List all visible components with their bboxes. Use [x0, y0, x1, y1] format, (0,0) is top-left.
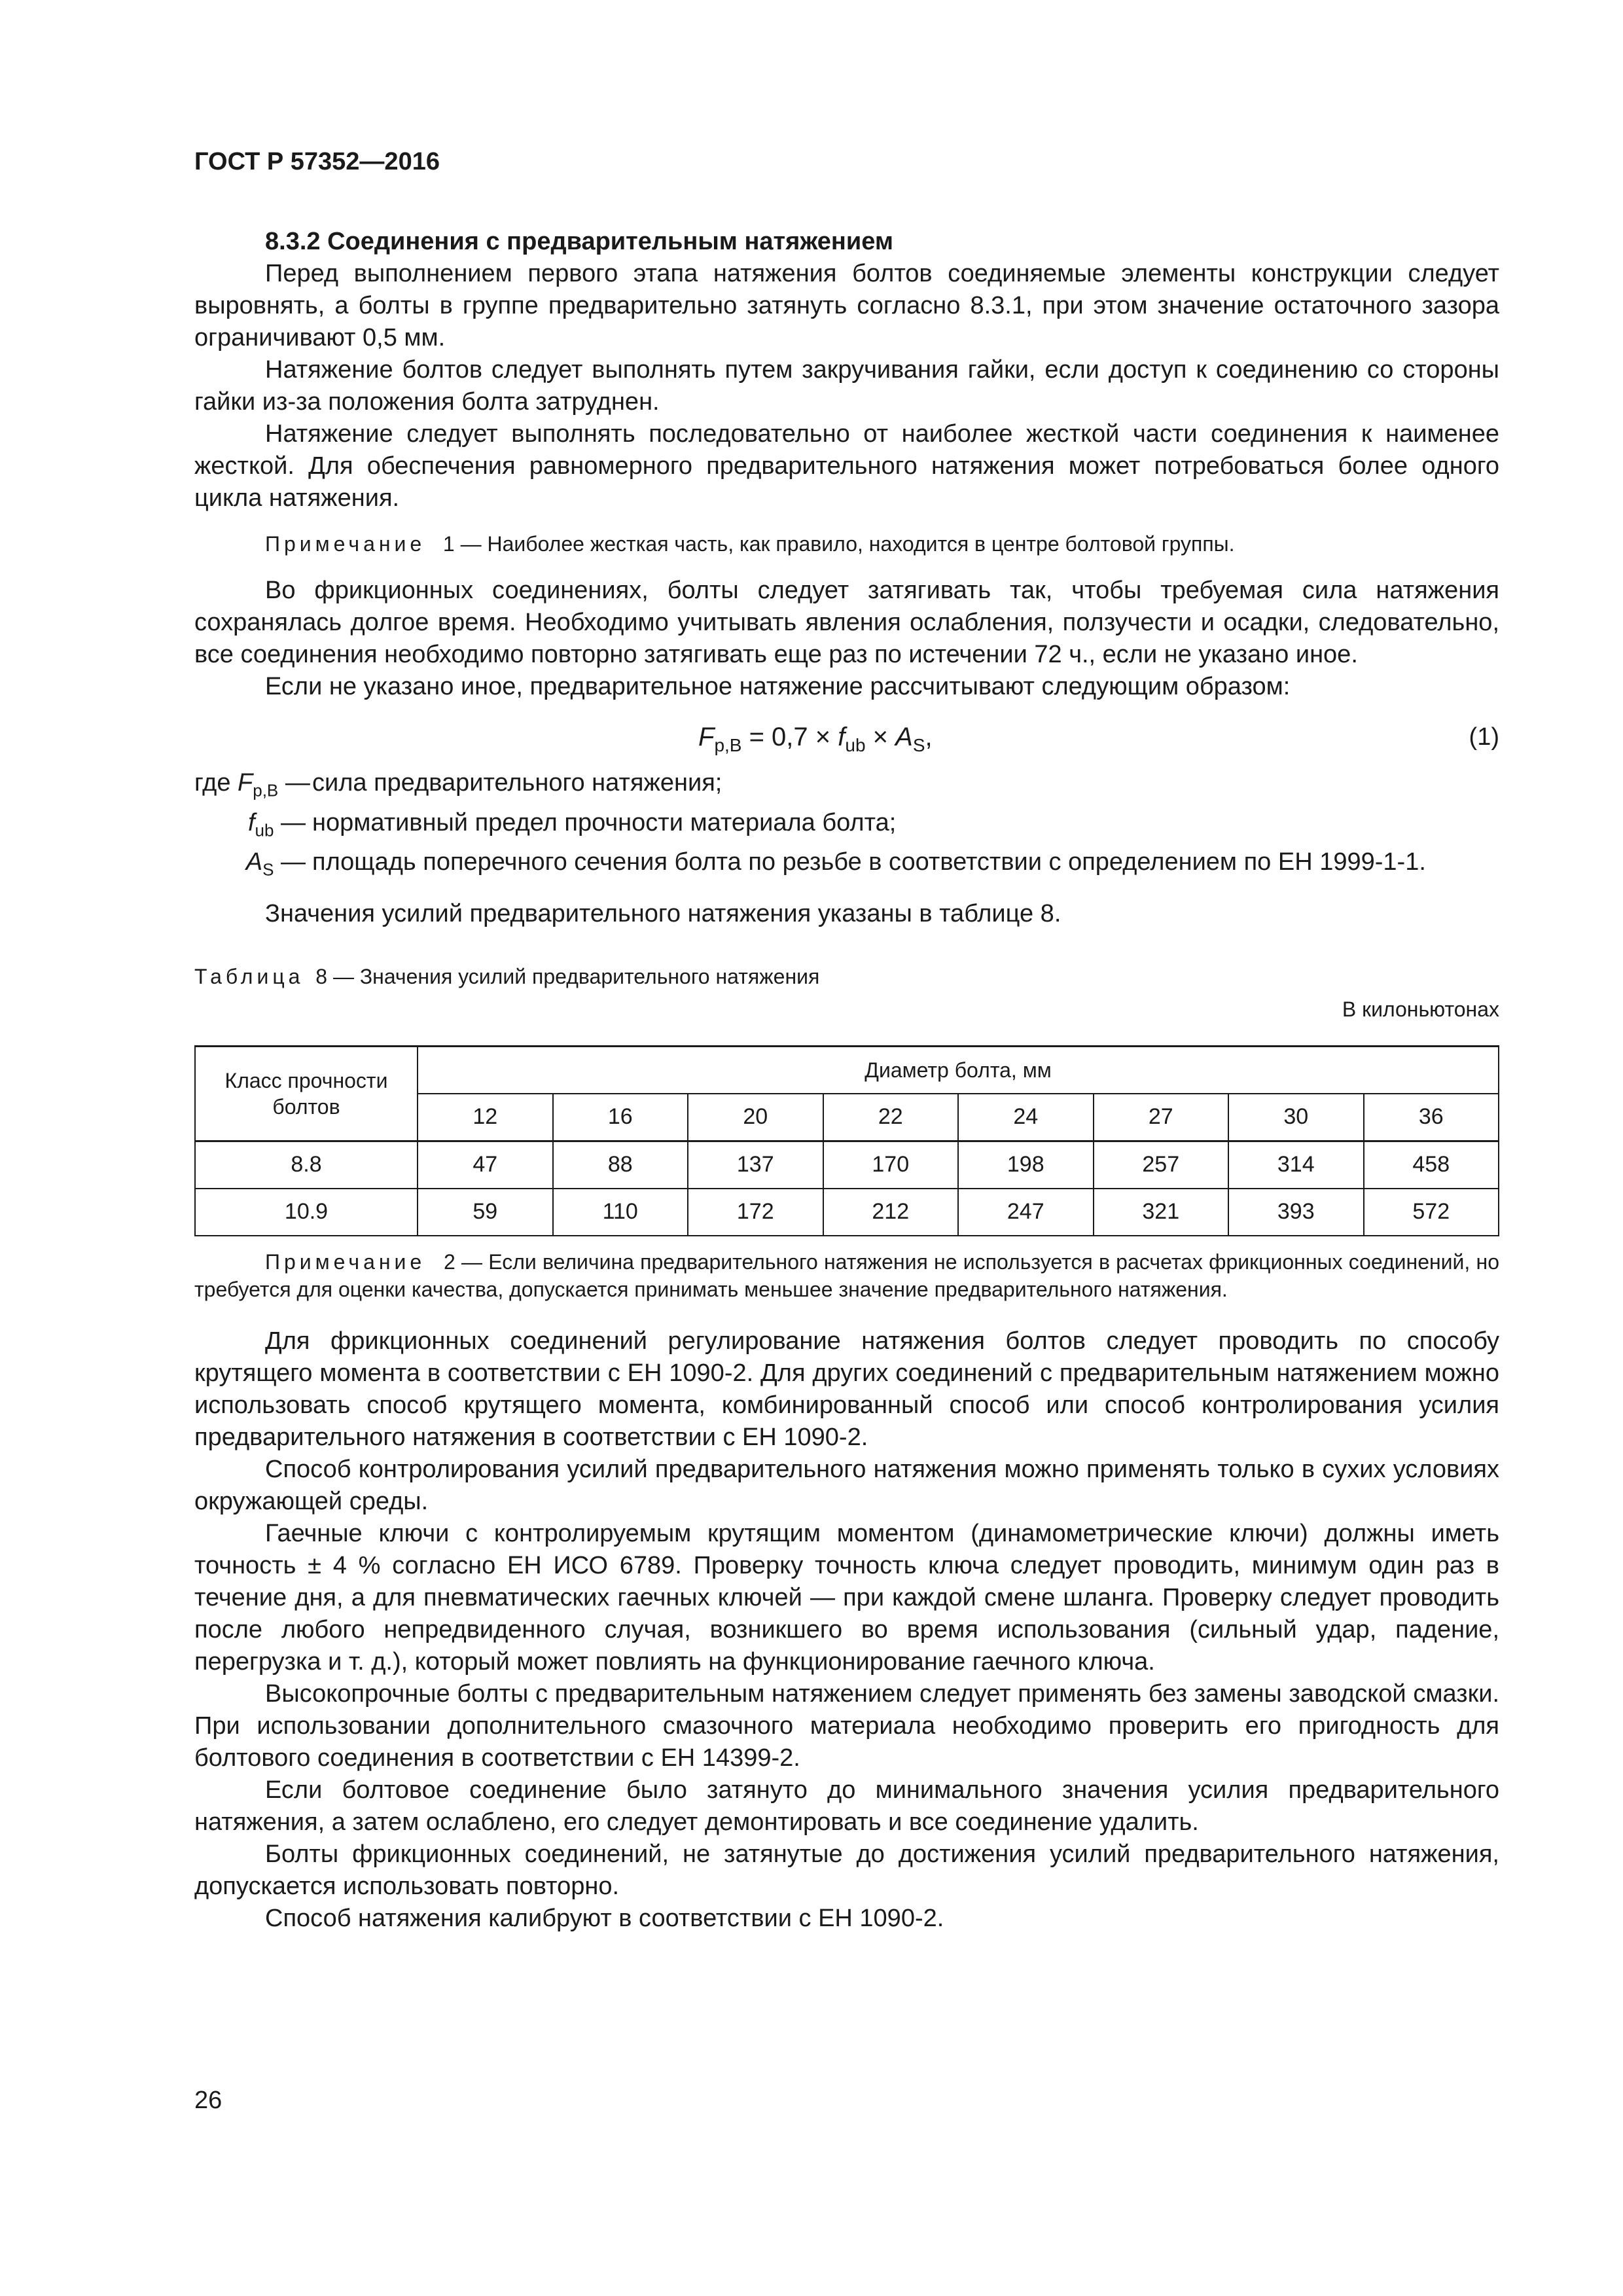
definition-text: сила предварительного натяжения; [312, 769, 722, 797]
table-header-cell: 22 [823, 1094, 959, 1141]
table-title-text: 8 — Значения усилий предварительного натяжения [315, 964, 820, 988]
paragraph: Если болтовое соединение было затянуто до минимального значения усилия предварительного натяжения, а затем ослаблено, его следует демонтировать и все соединение удалить. [194, 1776, 1499, 1836]
table-cell: 10.9 [195, 1189, 418, 1236]
equation-number: (1) [1469, 723, 1499, 751]
table-cell: 137 [688, 1141, 823, 1189]
paragraph: Перед выполнением первого этапа натяжения болтов соединяемые элементы конструкции следует выровнять, а болты в группе предварительно затянуть согласно 8.3.1, при этом значение остаточного зазора ограничивают 0,5 мм. [194, 260, 1499, 351]
note-2 [194, 1248, 1499, 1303]
note-text: 2 — Если величина предварительного натяжения не используется в расчетах фрикционных соединений, но требуется для оценки качества, допускается принимать меньшее значение предварительного натяжения. [194, 1249, 1500, 1301]
note-text: 1 — Наиболее жесткая часть, как правило, находится в центре болтовой группы. [442, 532, 1235, 556]
table-units: В килоньютонах [1342, 997, 1499, 1021]
paragraph: Во фрикционных соединениях, болты следует затягивать так, чтобы требуемая сила натяжения сохранялась долгое время. Необходимо учитывать явления ослабления, ползучести и осадки, следовательно, все соединения необходимо повторно затягивать еще раз по истечении 72 ч., если не указано иное. [194, 577, 1499, 668]
definition-symbol: где $F_{p,B}$ — [194, 769, 310, 800]
note-label: Примечание [265, 1249, 426, 1274]
table-header-cell: 36 [1364, 1094, 1499, 1141]
table-header-cell: 24 [958, 1094, 1094, 1141]
formula-row [194, 712, 1499, 763]
paragraph: Для фрикционных соединений регулирование натяжения болтов следует проводить по способу крутящего момента в соответствии с ЕН 1090-2. Для других соединений с предварительным натяжением можно использовать способ крутящего момента, комбинированный способ или способ контролирования усилия предварительного натяжения в соответствии с ЕН 1090-2. [194, 1327, 1499, 1451]
section-title: 8.3.2 Соединения с предварительным натяжением [265, 228, 893, 255]
definition-symbol: $f_{ub}$ — [247, 808, 306, 840]
page-number: 26 [194, 2087, 223, 2114]
paragraph: Способ натяжения калибруют в соответствии с ЕН 1090-2. [265, 1904, 944, 1932]
table-cell: 198 [958, 1141, 1094, 1189]
paragraph: Гаечные ключи с контролируемым крутящим моментом (динамометрические ключи) должны иметь точность ± 4 % согласно ЕН ИСО 6789. Проверку точность ключа следует проводить, минимум один раз в течение дня, а для пневматических гаечных ключей — при каждой смене шланга. Проверку следует проводить после любого непредвиденного случая, возникшего во время использования (сильный удар, падение, перегрузка и т. д.), который может повлиять на функционирование гаечного ключа. [194, 1519, 1499, 1676]
document-header: ГОСТ Р 57352—2016 [194, 148, 440, 175]
definition-text: площадь поперечного сечения болта по резьбе в соответствии с определением по ЕН 1999-1-1. [312, 848, 1426, 876]
paragraph: Натяжение болтов следует выполнять путем закручивания гайки, если доступ к соединению со стороны гайки из-за положения болта затруднен. [194, 356, 1499, 416]
table-header-cell: 27 [1094, 1094, 1229, 1141]
table-row [195, 1189, 1499, 1236]
table-cell: 59 [418, 1189, 553, 1236]
definitions-list [194, 767, 1499, 886]
paragraph: Если не указано иное, предварительное натяжение рассчитывают следующим образом: [265, 673, 1291, 700]
table-header-cell: 12 [418, 1094, 553, 1141]
definition-text: нормативный предел прочности материала болта; [312, 808, 897, 836]
table-header-diameter: Диаметр болта, мм [418, 1046, 1499, 1094]
table-cell: 247 [958, 1189, 1094, 1236]
table-cell: 8.8 [195, 1141, 418, 1189]
table-header-cell: 20 [688, 1094, 823, 1141]
bolt-preload-table [194, 1045, 1499, 1236]
note-label: Примечание [265, 532, 426, 556]
table-cell: 47 [418, 1141, 553, 1189]
table-cell: 393 [1228, 1189, 1364, 1236]
formula: $F_{p,B} = 0,7 \times f_{ub} \times A_S$, [698, 723, 933, 755]
definition-symbol: $A_S$ — [245, 848, 306, 880]
table-cell: 458 [1364, 1141, 1499, 1189]
table-cell: 170 [823, 1141, 959, 1189]
table-cell: 314 [1228, 1141, 1364, 1189]
table-label: Таблица [194, 964, 304, 988]
page-content [194, 226, 1499, 1935]
paragraph: Болты фрикционных соединений, не затянутые до достижения усилий предварительного натяжения, допускается использовать повторно. [194, 1840, 1499, 1900]
paragraph: Высокопрочные болты с предварительным натяжением следует применять без замены заводской смазки. При использовании дополнительного смазочного материала необходимо проверить его пригодность для болтового соединения в соответствии с ЕН 14399-2. [194, 1679, 1499, 1772]
table-header-cell: 30 [1228, 1094, 1364, 1141]
table-cell: 172 [688, 1189, 823, 1236]
table-cell: 321 [1094, 1189, 1229, 1236]
table-cell: 212 [823, 1189, 959, 1236]
table-cell: 257 [1094, 1141, 1229, 1189]
table-header-class: Класс прочности болтов [195, 1046, 418, 1141]
table-cell: 110 [553, 1189, 688, 1236]
table-title [194, 963, 1499, 990]
table-cell: 88 [553, 1141, 688, 1189]
note-1 [194, 530, 1499, 558]
paragraph: Натяжение следует выполнять последовательно от наиболее жесткой части соединения к наименее жесткой. Для обеспечения равномерного предварительного натяжения может потребоваться более одного цикла натяжения. [194, 420, 1499, 512]
paragraph: Значения усилий предварительного натяжения указаны в таблице 8. [265, 899, 1061, 927]
table-cell: 572 [1364, 1189, 1499, 1236]
table-row [195, 1141, 1499, 1189]
table-header-cell: 16 [553, 1094, 688, 1141]
paragraph: Способ контролирования усилий предварительного натяжения можно применять только в сухих условиях окружающей среды. [194, 1455, 1499, 1515]
